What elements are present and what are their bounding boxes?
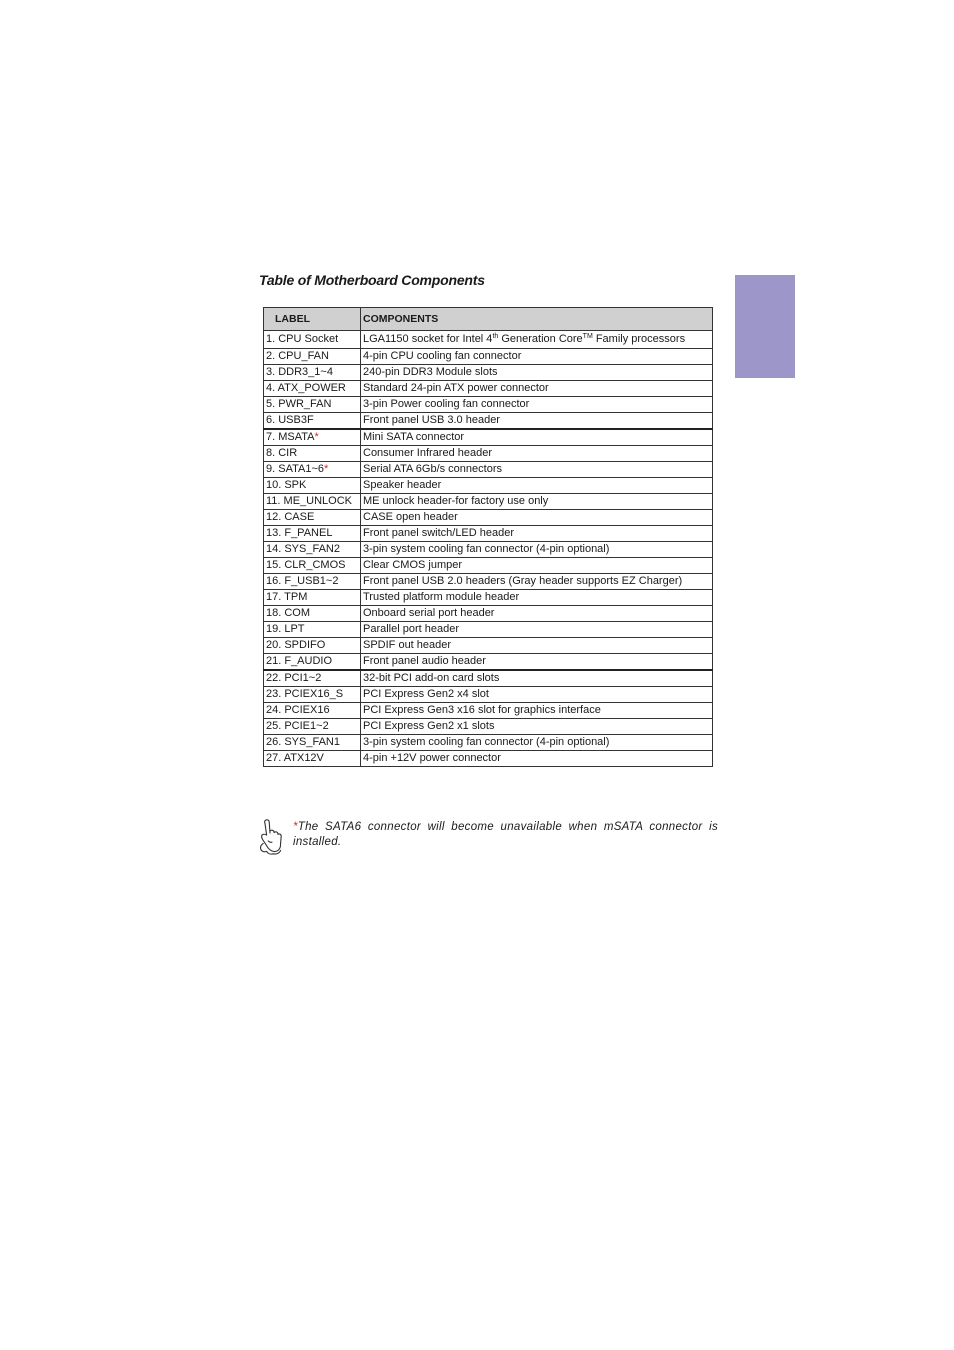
row-component: Front panel USB 2.0 headers (Gray header supports EZ Charger) [361, 574, 713, 590]
row-label: 22. PCI1~2 [264, 670, 361, 687]
row-label: 14. SYS_FAN2 [264, 542, 361, 558]
note-asterisk: * [293, 821, 298, 833]
row-label: 27. ATX12V [264, 751, 361, 767]
row-component: Speaker header [361, 478, 713, 494]
table-row [264, 429, 713, 446]
row-component: Trusted platform module header [361, 590, 713, 606]
row-label: 24. PCIEX16 [264, 703, 361, 719]
row-label: 1. CPU Socket [264, 331, 361, 349]
table-row [264, 542, 713, 558]
table-row [264, 670, 713, 687]
side-tab-marker [735, 275, 795, 378]
row-label: 26. SYS_FAN1 [264, 735, 361, 751]
row-label: 18. COM [264, 606, 361, 622]
row-component: Front panel audio header [361, 654, 713, 671]
row-component: Consumer Infrared header [361, 446, 713, 462]
row-label: 10. SPK [264, 478, 361, 494]
table-header-row [264, 308, 713, 331]
row-component: 3-pin Power cooling fan connector [361, 397, 713, 413]
row-label: 19. LPT [264, 622, 361, 638]
table-row [264, 703, 713, 719]
asterisk-mark: * [314, 431, 319, 443]
row-component: Serial ATA 6Gb/s connectors [361, 462, 713, 478]
table-row [264, 558, 713, 574]
row-label: 11. ME_UNLOCK [264, 494, 361, 510]
row-label: 4. ATX_POWER [264, 381, 361, 397]
row-component: PCI Express Gen2 x1 slots [361, 719, 713, 735]
table-row [264, 478, 713, 494]
row-component: 240-pin DDR3 Module slots [361, 365, 713, 381]
row-label: 25. PCIE1~2 [264, 719, 361, 735]
row-component: Front panel USB 3.0 header [361, 413, 713, 430]
asterisk-mark: * [324, 463, 329, 475]
row-component: 32-bit PCI add-on card slots [361, 670, 713, 687]
row-component: PCI Express Gen3 x16 slot for graphics interface [361, 703, 713, 719]
table-row [264, 574, 713, 590]
row-label: 20. SPDIFO [264, 638, 361, 654]
table-row [264, 510, 713, 526]
row-component: Mini SATA connector [361, 429, 713, 446]
components-table [263, 307, 713, 767]
table-row [264, 622, 713, 638]
row-component: 4-pin +12V power connector [361, 751, 713, 767]
table-row [264, 494, 713, 510]
note-body: The SATA6 connector will become unavailable when mSATA connector is installed. [293, 821, 718, 848]
row-component: PCI Express Gen2 x4 slot [361, 687, 713, 703]
table-row [264, 397, 713, 413]
row-component: Standard 24-pin ATX power connector [361, 381, 713, 397]
row-component: Front panel switch/LED header [361, 526, 713, 542]
header-label: LABEL [264, 308, 361, 331]
row-label: 13. F_PANEL [264, 526, 361, 542]
row-component: SPDIF out header [361, 638, 713, 654]
row-component: 4-pin CPU cooling fan connector [361, 349, 713, 365]
header-components: COMPONENTS [361, 308, 713, 331]
table-row [264, 462, 713, 478]
row-component: CASE open header [361, 510, 713, 526]
row-component: ME unlock header-for factory use only [361, 494, 713, 510]
table-row [264, 687, 713, 703]
row-component: 3-pin system cooling fan connector (4-pin optional) [361, 735, 713, 751]
row-component: 3-pin system cooling fan connector (4-pin optional) [361, 542, 713, 558]
table-row [264, 349, 713, 365]
row-label: 15. CLR_CMOS [264, 558, 361, 574]
note-text [293, 820, 718, 850]
row-label: 21. F_AUDIO [264, 654, 361, 671]
table-row [264, 735, 713, 751]
row-label: 7. MSATA* [264, 429, 361, 446]
row-label: 8. CIR [264, 446, 361, 462]
row-component: Onboard serial port header [361, 606, 713, 622]
row-label: 17. TPM [264, 590, 361, 606]
table-body [264, 331, 713, 767]
table-row [264, 413, 713, 430]
table-row [264, 606, 713, 622]
row-label: 9. SATA1~6* [264, 462, 361, 478]
row-component: LGA1150 socket for Intel 4th Generation Core™ Family processors [361, 331, 713, 349]
table-row [264, 719, 713, 735]
table-row [264, 638, 713, 654]
pointing-hand-icon [257, 818, 289, 856]
table-row [264, 654, 713, 671]
row-label: 12. CASE [264, 510, 361, 526]
row-label: 16. F_USB1~2 [264, 574, 361, 590]
table-row [264, 590, 713, 606]
table-row [264, 381, 713, 397]
table-row [264, 331, 713, 349]
row-label: 3. DDR3_1~4 [264, 365, 361, 381]
row-component: Parallel port header [361, 622, 713, 638]
row-label: 23. PCIEX16_S [264, 687, 361, 703]
row-component: Clear CMOS jumper [361, 558, 713, 574]
table-row [264, 446, 713, 462]
table-row [264, 365, 713, 381]
row-label: 5. PWR_FAN [264, 397, 361, 413]
row-label: 6. USB3F [264, 413, 361, 430]
row-label: 2. CPU_FAN [264, 349, 361, 365]
table-row [264, 526, 713, 542]
section-title: Table of Motherboard Components [259, 272, 485, 288]
table-row [264, 751, 713, 767]
